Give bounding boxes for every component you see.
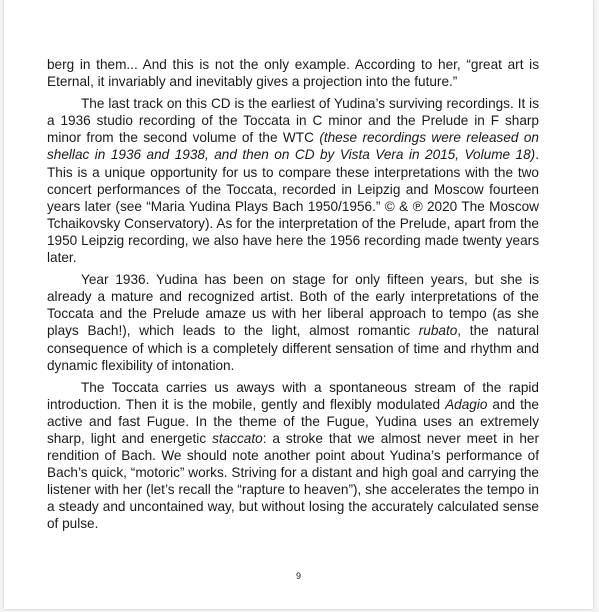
italic-text: (these recordings were released on shellac in 1936 and 1938, and then on CD by Vista Vera in 2015, Volume 18) (47, 130, 539, 163)
text-run: Year 1936. Yudina has been on stage for only fifteen years, but she is already a mature and recognized artist. Both of the early interpretations of the Toccata and the Prelude amaze us with her liberal approach to tempo (as she plays Bach!), which leads to the light, almost romantic (47, 272, 539, 339)
paragraph (47, 56, 539, 90)
text-run: . This is a unique opportunity for us to compare these interpretations with the two concert performances of the Toccata, recorded in Leipzig and Moscow fourteen years later (see “Maria Yudina Plays Bach 1950/1956.” © & ℗ 2020 The Moscow Tchaikovsky Conservatory). As for the interpretation of the Prelude, apart from the 1950 Leipzig recording, we also have here the 1956 recording made twenty years later. (47, 147, 539, 266)
text-run: The Toccata carries us aways with a spontaneous stream of the rapid introduction. Then it is the mobile, gently and flexibly modulated (47, 379, 539, 412)
text-run: berg in them... And this is not the only example. According to her, “great art is Eternal, it invariably and inevitably gives a projection into the future.” (47, 57, 539, 90)
text-run: and the active and fast Fugue. In the theme of the Fugue, Yudina uses an extremely sharp, light and energetic (47, 396, 539, 446)
italic-text: Adagio (445, 396, 488, 412)
italic-text: rubato (418, 323, 458, 339)
text-run: , the natural consequence of which is a completely different sensation of time and rhythm and dynamic flexibility of intonation. (47, 323, 539, 373)
italic-text: staccato (212, 430, 263, 446)
text-run: : a stroke that we almost never meet in her rendition of Bach. We should note another point about Yudina’s performance of Bach’s quick, “motoric” works. Striving for a distant and high goal and carrying the listener with her (let’s recall the “rapture to heaven”), she accelerates the tempo in a steady and uncontained way, but without losing the accurately calculated sense of pulse. (47, 430, 539, 532)
document-page (4, 0, 593, 609)
paragraph (47, 271, 539, 374)
paragraph (47, 379, 539, 533)
text-run: The last track on this CD is the earliest of Yudina’s surviving recordings. It is a 1936 studio recording of the Toccata in C minor and the Prelude in F sharp minor from the second volume of the WTC (47, 96, 539, 146)
body-text (47, 56, 539, 538)
page-number: 9 (295, 571, 301, 581)
paragraph (47, 95, 539, 266)
